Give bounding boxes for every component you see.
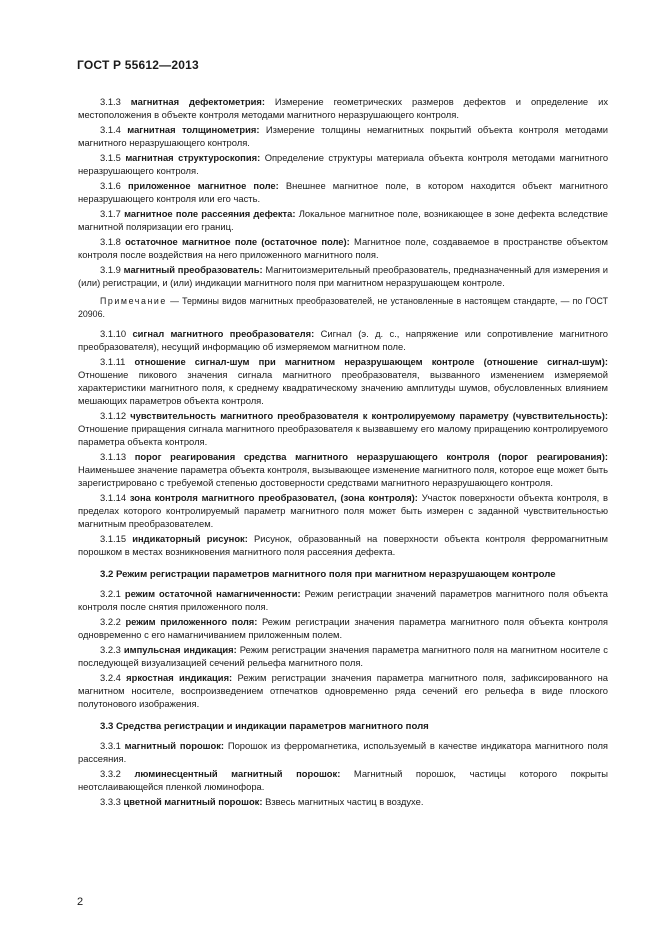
clause-3-3-3: 3.3.3 цветной магнитный порошок: Взвесь магнитных частиц в воздухе. xyxy=(100,796,424,807)
clause-3-1-14: 3.1.14 зона контроля магнитного преобразовател, (зона контроля): Участок поверхности объекта контроля, в пределах которого контролируемый параметр магнитного поля может быть измерен с заданной чувствительностью магнитным преобразователем. xyxy=(78,492,609,529)
paragraph-group-b xyxy=(78,327,608,558)
clause-3-1-3: 3.1.3 магнитная дефектометрия: Измерение геометрических размеров дефектов и определение их местоположения в объекте контроля методами магнитного неразрушающего контроля. xyxy=(78,96,609,120)
paragraph-group-d xyxy=(78,739,608,808)
clause-3-1-12: 3.1.12 чувствительность магнитного преобразователя к контролируемому параметру (чувствительность): Отношение приращения сигнала магнитного преобразователя к вызвавшему его малому приращению контролируемого параметра объекта контроля. xyxy=(78,410,609,447)
clause-3-1-7: 3.1.7 магнитное поле рассеяния дефекта: Локальное магнитное поле, возникающее в зоне дефекта вследствие магнитной поляризации его границ. xyxy=(78,208,609,232)
document-body xyxy=(78,95,608,810)
note xyxy=(78,295,608,321)
document-header: ГОСТ Р 55612—2013 xyxy=(77,58,199,72)
section-heading-3-2: 3.2 Режим регистрации параметров магнитного поля при магнитном неразрушающем контроле xyxy=(100,569,556,580)
clause-3-1-11: 3.1.11 отношение сигнал-шум при магнитном неразрушающем контроле (отношение сигнал-шум): Отношение пикового значения сигнала магнитного преобразователя, вызванного изменением измеряемой характеристики магнитного поля, к среднему квадратическому значению амплитуды шумов, обусловленных влиянием мешающих параметров объекта контроля. xyxy=(78,356,608,406)
clause-3-3-2: 3.3.2 люминесцентный магнитный порошок: Магнитный порошок, частицы которого покрыты неотслаивающейся пленкой люминофора. xyxy=(78,768,609,792)
clause-3-1-9: 3.1.9 магнитный преобразователь: Магнитоизмерительный преобразователь, предназначенный для измерения и (или) регистрации, и (или) индикации магнитного поля при магнитном неразрушающем контроле. xyxy=(78,264,609,288)
note-text: — Термины видов магнитных преобразователей, не установленные в настоящем стандарте, — по ГОСТ 20906. xyxy=(78,296,608,319)
clause-3-1-6: 3.1.6 приложенное магнитное поле: Внешнее магнитное поле, в котором находится объект магнитного неразрушающего контроля или его часть. xyxy=(78,180,608,204)
clause-3-2-4: 3.2.4 яркостная индикация: Режим регистрации значения параметра магнитного поля, зафиксированного на магнитном носителе, воспроизведением отпечатков одновременно ряда сечений его рельефа в виде плоского полутонового изображения. xyxy=(78,672,609,709)
clause-3-1-5: 3.1.5 магнитная структуроскопия: Определение структуры материала объекта контроля методами магнитного неразрушающего контроля. xyxy=(78,152,609,176)
clause-3-1-15: 3.1.15 индикаторный рисунок: Рисунок, образованный на поверхности объекта контроля ферромагнитным порошком в местах возникновения магнитного поля рассеяния дефекта. xyxy=(78,533,609,557)
clause-3-1-10: 3.1.10 сигнал магнитного преобразователя: Сигнал (э. д. с., напряжение или сопротивление магнитного преобразователя), несущий информацию об измеряемом магнитном поле. xyxy=(78,328,609,352)
clause-3-2-3: 3.2.3 импульсная индикация: Режим регистрации значения параметра магнитного поля на магнитном носителе с последующей визуализацией сечений рельефа магнитного поля. xyxy=(78,644,608,668)
paragraph-group-c xyxy=(78,587,608,710)
clause-3-1-8: 3.1.8 остаточное магнитное поле (остаточное поле): Магнитное поле, создаваемое в пространстве объектом контроля после воздействия на него приложенного магнитного поля. xyxy=(78,236,608,260)
section-heading-3-3: 3.3 Средства регистрации и индикации параметров магнитного поля xyxy=(100,721,429,732)
clause-3-2-1: 3.2.1 режим остаточной намагниченности: Режим регистрации значений параметров магнитного поля объекта контроля после снятия приложенного поля. xyxy=(78,588,608,612)
note-label: Примечание xyxy=(100,296,167,306)
clause-3-2-2: 3.2.2 режим приложенного поля: Режим регистрации значения параметра магнитного поля объекта контроля одновременно с его намагничиванием приложенным полем. xyxy=(78,616,609,640)
clause-3-1-4: 3.1.4 магнитная толщинометрия: Измерение толщины немагнитных покрытий объекта контроля методами магнитного неразрушающего контроля. xyxy=(78,124,609,148)
paragraph-group-a xyxy=(78,95,608,289)
clause-3-3-1: 3.3.1 магнитный порошок: Порошок из ферромагнетика, используемый в качестве индикатора магнитного поля рассеяния. xyxy=(78,740,609,764)
page-number: 2 xyxy=(77,896,84,908)
clause-3-1-13: 3.1.13 порог реагирования средства магнитного неразрушающего контроля (порог реагирования): Наименьшее значение параметра объекта контроля, вызывающее изменение магнитного поля, которое еще может быть зарегистрировано с требуемой степенью достоверности средствами магнитного неразрушающего контроля. xyxy=(78,451,608,488)
